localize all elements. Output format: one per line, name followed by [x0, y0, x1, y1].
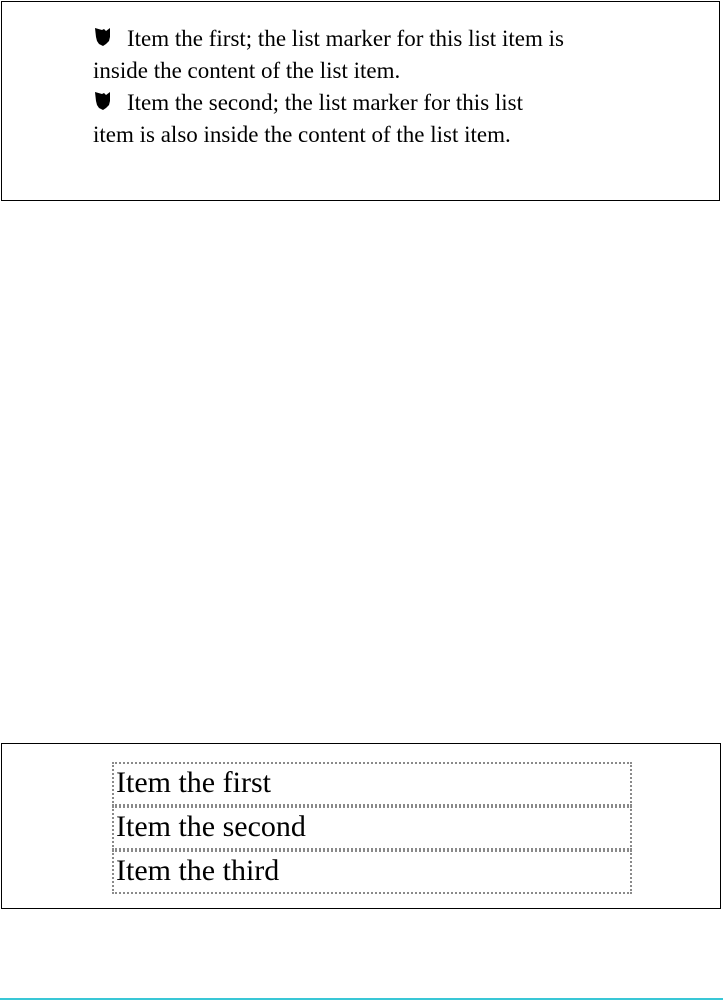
list-item: [93, 87, 568, 151]
dotted-list-test-box: [1, 743, 721, 909]
list-item: Item the second: [112, 806, 632, 850]
ohio-shape-icon: [93, 27, 113, 47]
inside-marker-test-box: [1, 1, 720, 201]
inside-marker-list: [93, 23, 568, 151]
list-item-text: Item the first; the list marker for this list item is inside the content of the list item.: [93, 26, 564, 83]
list-item: [93, 23, 568, 87]
list-item: Item the first: [112, 762, 632, 806]
dotted-border-list: [112, 762, 632, 894]
bottom-divider: [0, 998, 723, 1000]
list-item-text: Item the second; the list marker for this list item is also inside the content of the list item.: [93, 90, 524, 147]
list-item: Item the third: [112, 850, 632, 894]
ohio-shape-icon: [93, 91, 113, 111]
